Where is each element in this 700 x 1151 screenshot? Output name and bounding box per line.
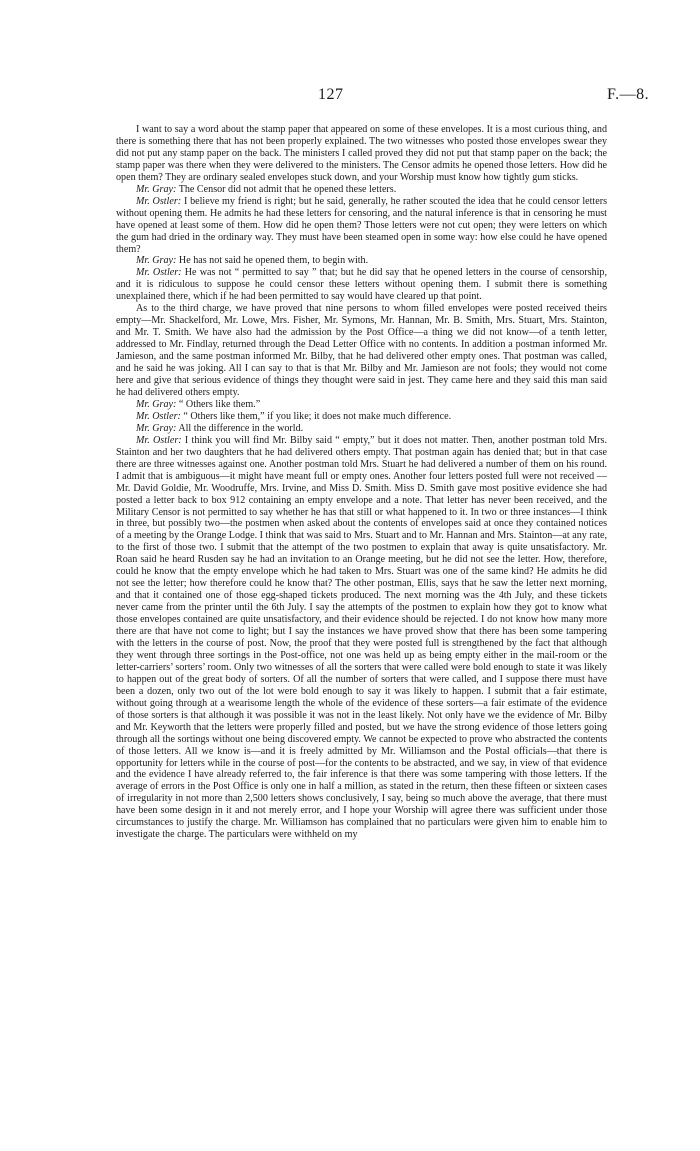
paragraph	[116, 196, 607, 256]
paragraph-text: He was not “ permitted to say ” that; but he did say that he opened letters in the course of censorship, and it is ridiculous to suppose he could censor these letters without opening them. I submit there is something unexplained there, which if he had been permitted to say would have cleared up that point.	[116, 267, 608, 303]
page-number: 127	[318, 86, 344, 103]
document-reference: F.—8.	[607, 86, 650, 103]
paragraph-text: The Censor did not admit that he opened these letters.	[176, 183, 397, 195]
speaker-label: Mr. Ostler:	[136, 267, 182, 279]
paragraph	[116, 423, 607, 435]
paragraph	[116, 411, 607, 423]
speaker-label: Mr. Gray:	[136, 422, 177, 434]
paragraph	[116, 184, 607, 196]
page-header	[0, 0, 700, 110]
speaker-label: Mr. Ostler:	[136, 195, 182, 207]
speaker-label: Mr. Ostler:	[136, 410, 181, 422]
paragraph	[116, 435, 607, 841]
speaker-label: Mr. Gray:	[136, 398, 177, 410]
paragraph-text: I believe my friend is right; but he said, generally, he rather scouted the idea that he could censor letters without opening them. He admits he had these letters for censoring, and the natural inference is that in censoring he must have opened at least some of them. How did he open them? Those letters were not cut open; they were letters on which the gum had dried in the ordinary way. They must have been steamed open in some way: how else could he have opened them?	[116, 195, 607, 255]
paragraph	[116, 399, 607, 411]
paragraph-text: I think you will find Mr. Bilby said “ empty,” but it does not matter. Then, another postman told Mrs. Stainton and her two daughters that he had delivered others empty. That postman again has denied that; but in that case there are three witnesses against one. Another postman told Mrs. Stuart he had delivered a number of them on his round. I admit that is ambiguous—it might have meant full or empty ones. Another four letters posted full were not received —Mr. David Goldie, Mr. Woodruffe, Mrs. Irvine, and Miss D. Smith. Miss D. Smith gave most positive evidence she had posted a letter back to box 912 containing an empty envelope and a note. That letter has never been received, and the Military Censor is not permitted to say whether he has that still or what happened to it. In two or three instances—I think in three, but possibly two—the postmen when asked about the contents of envelopes said at once they contained notices of a meeting by the Orange Lodge. I think that was said to Mrs. Stuart and to Mr. Hannan and Mrs. Stainton—at any rate, to the first of those two. I submit that the attempt of the two postmen to explain that away is quite unsatisfactory. Mr. Roan said he heard Rusden say he had an invitation to an Orange meeting, but he did not see the letter. How, therefore, could he know that the empty envelope which he had taken to Mrs. Stuart was one of the same kind? He admits he did not see the letter; how therefore could he know that? The other postman, Ellis, says that he saw the letter next morning, and that it contained one of those egg-shaped tickets produced. The next morning was the 4th July, and these tickets never came from the printer until the 6th July. I say the attempts of the postmen to explain how they got to know what those envelopes contained are quite unsatisfactory, and their evidence should be rejected. I do not know how many more there are that have not come to light; but I say the instances we have proved show that there has been some tampering with the letters in the course of post. Now, the proof that they were posted full is strengthened by the fact that although they went through three sortings in the Post-office, not one was held up as being empty either in the mail-room or the letter-carriers’ sorters’ room. Only two witnesses of all the sorters that were called were bold enough to state it was likely to happen out of the great body of sorters. Of all the number of sorters that were called, and I suppose there must have been a dozen, only two out of the lot were bold enough to say it was likely to happen. I submit that a fair estimate, without going through at a wearisome length the whole of the evidence of these sorters—a fair estimate of the evidence of those sorters is that although it was possible it was not in the least likely. Not only have we the evidence of Mr. Bilby and Mr. Keyworth that the letters were properly filled and posted, but we have the strong evidence of those letters going through all the sortings without one being discovered empty. We cannot be expected to prove who abstracted the contents of those letters. All we know is—and it is freely admitted by Mr. Williamson and the Postal officials—that there is opportunity for letters while in the course of post—for the contents to be abstracted, and we say, in view of that evidence and the evidence I have already referred to, the fair inference is that there was some tampering with those letters. If the average of errors in the Post Office is only one in half a million, as stated in the return, then these fifteen or sixteen cases of irregularity in not more than 2,500 letters shows conclusively, I say, being so much above the average, that there must have been some design in it and not merely error, and I hope your Worship will agree there was sufficient under those circumstances to justify the charge. Mr. Williamson has complained that no particulars were given him to enable him to investigate the charge. The particulars were withheld on my	[116, 434, 607, 841]
paragraph-text: He has not said he opened them, to begin with.	[176, 255, 369, 267]
paragraph-text: As to the third charge, we have proved that nine persons to whom filled envelopes were posted received theirs empty—Mr. Shackelford, Mr. Lowe, Mrs. Fisher, Mr. Symons, Mr. Hannan, Mr. B. Smith, Mrs. Stuart, Mrs. Stainton, and Mr. T. Smith. We have also had the admission by the Post Office—a thing we did not know—of a tenth letter, addressed to Mr. Findlay, returned through the Dead Letter Office with no contents. In addition a postman informed Mr. Jamieson, and the same postman informed Mr. Bilby, that he had delivered other empty ones. That postman was called, and he said he was joking. All I can say to that is that Mr. Bilby and Mr. Jamieson are not fools; they would not come here and give that serious evidence of things they thought were said in jest. They came here and they said this man said he had delivered others empty.	[116, 303, 607, 398]
paragraph	[116, 124, 607, 184]
speaker-label: Mr. Gray:	[136, 255, 177, 267]
body-text	[116, 124, 607, 841]
paragraph-text: “ Others like them.”	[176, 398, 261, 410]
paragraph	[116, 255, 607, 267]
paragraph-text: “ Others like them,” if you like; it does not make much difference.	[180, 410, 452, 422]
paragraph	[116, 303, 607, 399]
paragraph-text: I want to say a word about the stamp paper that appeared on some of these envelopes. It is a most curious thing, and there is something there that has not been properly explained. The two witnesses who posted those envelopes swear they did not put any stamp paper on the back. The ministers I called proved they did not put that stamp paper on the back; the stamp paper was there when they were delivered to the ministers. The Censor admits he opened those letters. How did he open them? They are ordinary sealed envelopes stuck down, and your Worship must know how tightly gum sticks.	[116, 124, 607, 183]
paragraph	[116, 267, 607, 303]
speaker-label: Mr. Gray:	[136, 183, 177, 195]
speaker-label: Mr. Ostler:	[136, 434, 182, 446]
paragraph-text: All the difference in the world.	[176, 422, 304, 434]
